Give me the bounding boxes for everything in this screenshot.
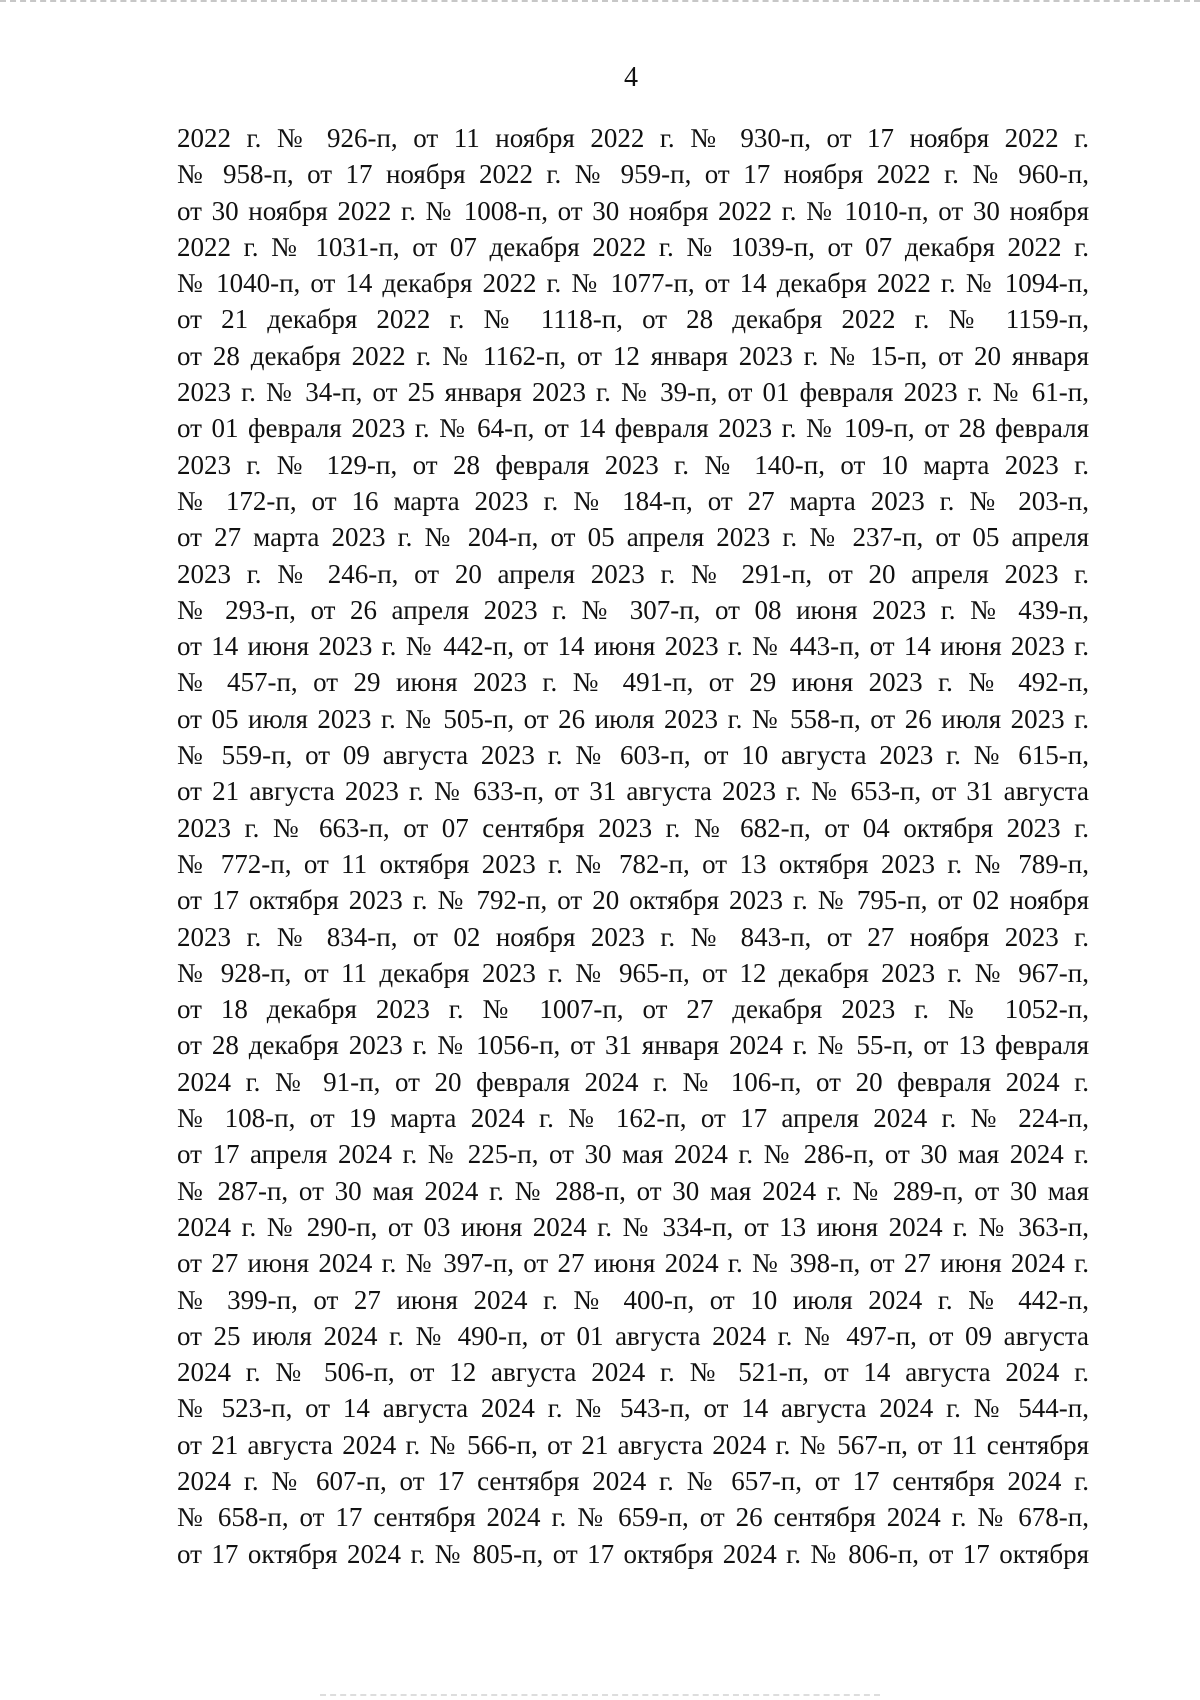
text-line: 2024 г. № 290-п, от 03 июня 2024 г. № 334-п, от 13 июня 2024 г. № 363-п, [177,1211,1089,1242]
text-line: 2024 г. № 506-п, от 12 августа 2024 г. № 521-п, от 14 августа 2024 г. [177,1357,1089,1388]
scan-edge-top [0,0,1200,6]
text-line: № 523-п, от 14 августа 2024 г. № 543-п, от 14 августа 2024 г. № 544-п, [177,1393,1089,1424]
text-line: № 658-п, от 17 сентября 2024 г. № 659-п, от 26 сентября 2024 г. № 678-п, [177,1502,1089,1533]
text-line: от 17 апреля 2024 г. № 225-п, от 30 мая 2024 г. № 286-п, от 30 мая 2024 г. [177,1139,1089,1170]
text-line: № 1040-п, от 14 декабря 2022 г. № 1077-п, от 14 декабря 2022 г. № 1094-п, [177,268,1089,299]
text-line: от 28 декабря 2022 г. № 1162-п, от 12 января 2023 г. № 15-п, от 20 января [177,340,1089,371]
text-line: 2022 г. № 1031-п, от 07 декабря 2022 г. № 1039-п, от 07 декабря 2022 г. [177,231,1089,262]
text-line: № 287-п, от 30 мая 2024 г. № 288-п, от 30 мая 2024 г. № 289-п, от 30 мая [177,1175,1089,1206]
text-line: № 559-п, от 09 августа 2023 г. № 603-п, от 10 августа 2023 г. № 615-п, [177,740,1089,771]
text-line: 2023 г. № 246-п, от 20 апреля 2023 г. № 291-п, от 20 апреля 2023 г. [177,558,1089,589]
text-line: № 457-п, от 29 июня 2023 г. № 491-п, от 29 июня 2023 г. № 492-п, [177,667,1089,698]
text-line: 2023 г. № 129-п, от 28 февраля 2023 г. № 140-п, от 10 марта 2023 г. [177,449,1089,480]
text-line: от 27 июня 2024 г. № 397-п, от 27 июня 2024 г. № 398-п, от 27 июня 2024 г. [177,1248,1089,1279]
text-line: от 01 февраля 2023 г. № 64-п, от 14 февраля 2023 г. № 109-п, от 28 февраля [177,413,1089,444]
text-line: 2022 г. № 926-п, от 11 ноября 2022 г. № 930-п, от 17 ноября 2022 г. [177,123,1089,153]
text-line: от 25 июля 2024 г. № 490-п, от 01 августа 2024 г. № 497-п, от 09 августа [177,1320,1089,1351]
page-number: 4 [624,62,638,93]
text-line: от 18 декабря 2023 г. № 1007-п, от 27 декабря 2023 г. № 1052-п, [177,994,1089,1025]
text-line: от 17 октября 2023 г. № 792-п, от 20 октября 2023 г. № 795-п, от 02 ноября [177,885,1089,916]
text-line: 2023 г. № 834-п, от 02 ноября 2023 г. № 843-п, от 27 ноября 2023 г. [177,921,1089,952]
text-line: № 399-п, от 27 июня 2024 г. № 400-п, от 10 июля 2024 г. № 442-п, [177,1284,1089,1315]
text-line: от 17 октября 2024 г. № 805-п, от 17 октября 2024 г. № 806-п, от 17 октября [177,1538,1089,1569]
text-line: от 30 ноября 2022 г. № 1008-п, от 30 ноября 2022 г. № 1010-п, от 30 ноября [177,195,1089,226]
text-line: № 928-п, от 11 декабря 2023 г. № 965-п, от 12 декабря 2023 г. № 967-п, [177,957,1089,988]
text-line: № 172-п, от 16 марта 2023 г. № 184-п, от 27 марта 2023 г. № 203-п, [177,485,1089,516]
text-line: 2023 г. № 34-п, от 25 января 2023 г. № 39-п, от 01 февраля 2023 г. № 61-п, [177,377,1089,408]
text-line: от 28 декабря 2023 г. № 1056-п, от 31 января 2024 г. № 55-п, от 13 февраля [177,1030,1089,1061]
text-line: 2024 г. № 607-п, от 17 сентября 2024 г. № 657-п, от 17 сентября 2024 г. [177,1465,1089,1496]
text-line: от 21 августа 2024 г. № 566-п, от 21 августа 2024 г. № 567-п, от 11 сентября [177,1429,1089,1460]
text-line: № 108-п, от 19 марта 2024 г. № 162-п, от 17 апреля 2024 г. № 224-п, [177,1103,1089,1134]
text-line: 2023 г. № 663-п, от 07 сентября 2023 г. № 682-п, от 04 октября 2023 г. [177,812,1089,843]
text-line: № 958-п, от 17 ноября 2022 г. № 959-п, от 17 ноября 2022 г. № 960-п, [177,159,1089,190]
text-line: № 293-п, от 26 апреля 2023 г. № 307-п, от 08 июня 2023 г. № 439-п, [177,594,1089,625]
text-line: от 21 августа 2023 г. № 633-п, от 31 августа 2023 г. № 653-п, от 31 августа [177,776,1089,807]
text-line: от 21 декабря 2022 г. № 1118-п, от 28 декабря 2022 г. № 1159-п, [177,304,1089,335]
text-line: от 05 июля 2023 г. № 505-п, от 26 июля 2023 г. № 558-п, от 26 июля 2023 г. [177,703,1089,734]
body-text [177,120,1089,1572]
text-line: 2024 г. № 91-п, от 20 февраля 2024 г. № 106-п, от 20 февраля 2024 г. [177,1066,1089,1097]
text-line: № 772-п, от 11 октября 2023 г. № 782-п, от 13 октября 2023 г. № 789-п, [177,848,1089,879]
text-line: от 27 марта 2023 г. № 204-п, от 05 апреля 2023 г. № 237-п, от 05 апреля [177,522,1089,553]
text-line: от 14 июня 2023 г. № 442-п, от 14 июня 2023 г. № 443-п, от 14 июня 2023 г. [177,631,1089,662]
scan-edge-bottom [320,1694,880,1700]
